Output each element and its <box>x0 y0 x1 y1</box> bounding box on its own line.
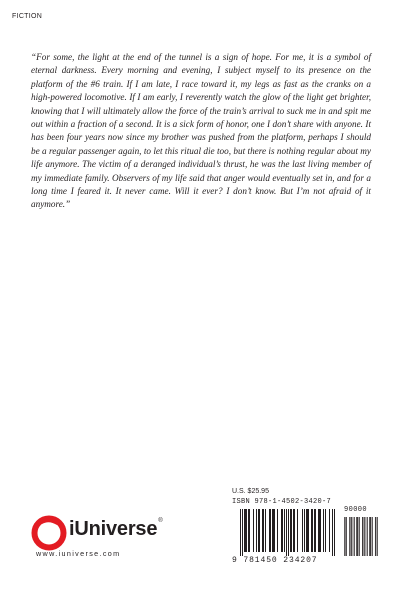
barcode-bar <box>312 509 313 552</box>
back-cover-blurb: “For some, the light at the end of the tunnel is a sign of hope. For me, it is a symbol of eternal darkness. Every morning and evening, I subject myself to its presence on the platform of the #6 train. If I am late, I race toward it, my legs as fast as the cranks on a high-powered locomotive. If I am early, I reverently watch the glow of the light get brighter, knowing that I will ultimately allow the force of the train’s arrival to suck me in and spit me out within a fraction of a second. It is a sick form of honor, one I don’t share with anyone. It has been four years now since my brother was pushed from the platform, perhaps I should be a regular passenger again, to let this ritual die too, but there is nothing regular about my life anymore. The victim of a deranged individual’s thrust, he was the last living member of my immediate family. Observers of my life said that anger would eventually set in, and for a long time I feared it. It never came. Will it ever? I don’t know. But I’m not afraid of it anymore.” <box>31 52 371 210</box>
barcode-bar <box>314 509 315 552</box>
addon-bar <box>369 517 370 556</box>
barcode-bar <box>319 509 320 552</box>
barcode-bar <box>246 509 247 552</box>
barcode-bar <box>302 509 303 552</box>
isbn-barcode <box>232 509 382 559</box>
barcode-bar <box>256 509 257 552</box>
addon-bar <box>345 517 346 556</box>
barcode-bar <box>304 509 305 552</box>
addon-bar <box>375 517 376 556</box>
addon-bar <box>377 517 378 556</box>
barcode-bar <box>318 509 319 552</box>
addon-bar <box>357 517 358 556</box>
addon-bar <box>367 517 368 556</box>
addon-bars <box>344 517 378 556</box>
barcode-bar <box>270 509 271 552</box>
barcode-bar <box>288 509 289 556</box>
barcode-bar <box>293 509 294 552</box>
addon-bar <box>354 517 355 556</box>
addon-bar <box>376 517 377 556</box>
addon-bar <box>350 517 351 556</box>
barcode-bar <box>277 509 278 552</box>
addon-bar <box>364 517 365 556</box>
barcode-bar <box>242 509 243 556</box>
barcode-bar <box>245 509 246 552</box>
barcode-bar <box>286 509 287 556</box>
barcode-bar <box>315 509 316 552</box>
addon-bar <box>349 517 350 556</box>
ean-bars <box>240 509 335 556</box>
barcode-bar <box>282 509 283 552</box>
iuniverse-logo-icon <box>30 513 68 551</box>
genre-label: FICTION <box>12 13 43 20</box>
barcode-bar <box>269 509 270 552</box>
barcode-bar <box>273 509 274 552</box>
barcode-bar <box>334 509 335 556</box>
barcode-bar <box>320 509 321 552</box>
barcode-bar <box>248 509 249 552</box>
isbn-label: ISBN 978-1-4502-3420-7 <box>232 498 332 506</box>
barcode-bar <box>259 509 260 552</box>
addon-bar <box>366 517 367 556</box>
addon-bar <box>362 517 363 556</box>
barcode-bar <box>265 509 266 552</box>
barcode-bar <box>244 509 245 552</box>
addon-bar <box>371 517 372 556</box>
registered-mark: ® <box>158 518 163 524</box>
addon-bar <box>363 517 364 556</box>
barcode-bar <box>297 509 298 552</box>
addon-bar <box>358 517 359 556</box>
barcode-bar <box>291 509 292 552</box>
barcode-bar <box>290 509 291 552</box>
ean-digits: 9 781450 234207 <box>232 556 318 565</box>
barcode-bar <box>284 509 285 552</box>
barcode-bar <box>325 509 326 552</box>
publisher-url: www.iuniverse.com <box>36 549 121 558</box>
barcode-bar <box>240 509 241 556</box>
barcode-bar <box>263 509 264 552</box>
price-label: U.S. $25.95 <box>232 488 269 495</box>
barcode-bar <box>307 509 308 552</box>
barcode-bar <box>281 509 282 552</box>
addon-bar <box>351 517 352 556</box>
barcode-bar <box>253 509 254 552</box>
barcode-bar <box>258 509 259 552</box>
barcode-bar <box>332 509 333 556</box>
barcode-bar <box>274 509 275 552</box>
barcode-bar <box>323 509 324 552</box>
barcode-bar <box>311 509 312 552</box>
addon-bar <box>359 517 360 556</box>
barcode-bar <box>308 509 309 552</box>
barcode-bar <box>272 509 273 552</box>
publisher-logo <box>30 513 205 563</box>
barcode-bar <box>294 509 295 552</box>
barcode-bar <box>329 509 330 552</box>
barcode-bar <box>262 509 263 552</box>
addon-bar <box>370 517 371 556</box>
barcode-bar <box>306 509 307 552</box>
addon-bar <box>346 517 347 556</box>
addon-bar <box>372 517 373 556</box>
barcode-bar <box>249 509 250 552</box>
addon-bar <box>353 517 354 556</box>
addon-bar <box>344 517 345 556</box>
addon-bar <box>356 517 357 556</box>
publisher-name: iUniverse® <box>69 518 163 540</box>
addon-digits: 90000 <box>344 506 368 514</box>
